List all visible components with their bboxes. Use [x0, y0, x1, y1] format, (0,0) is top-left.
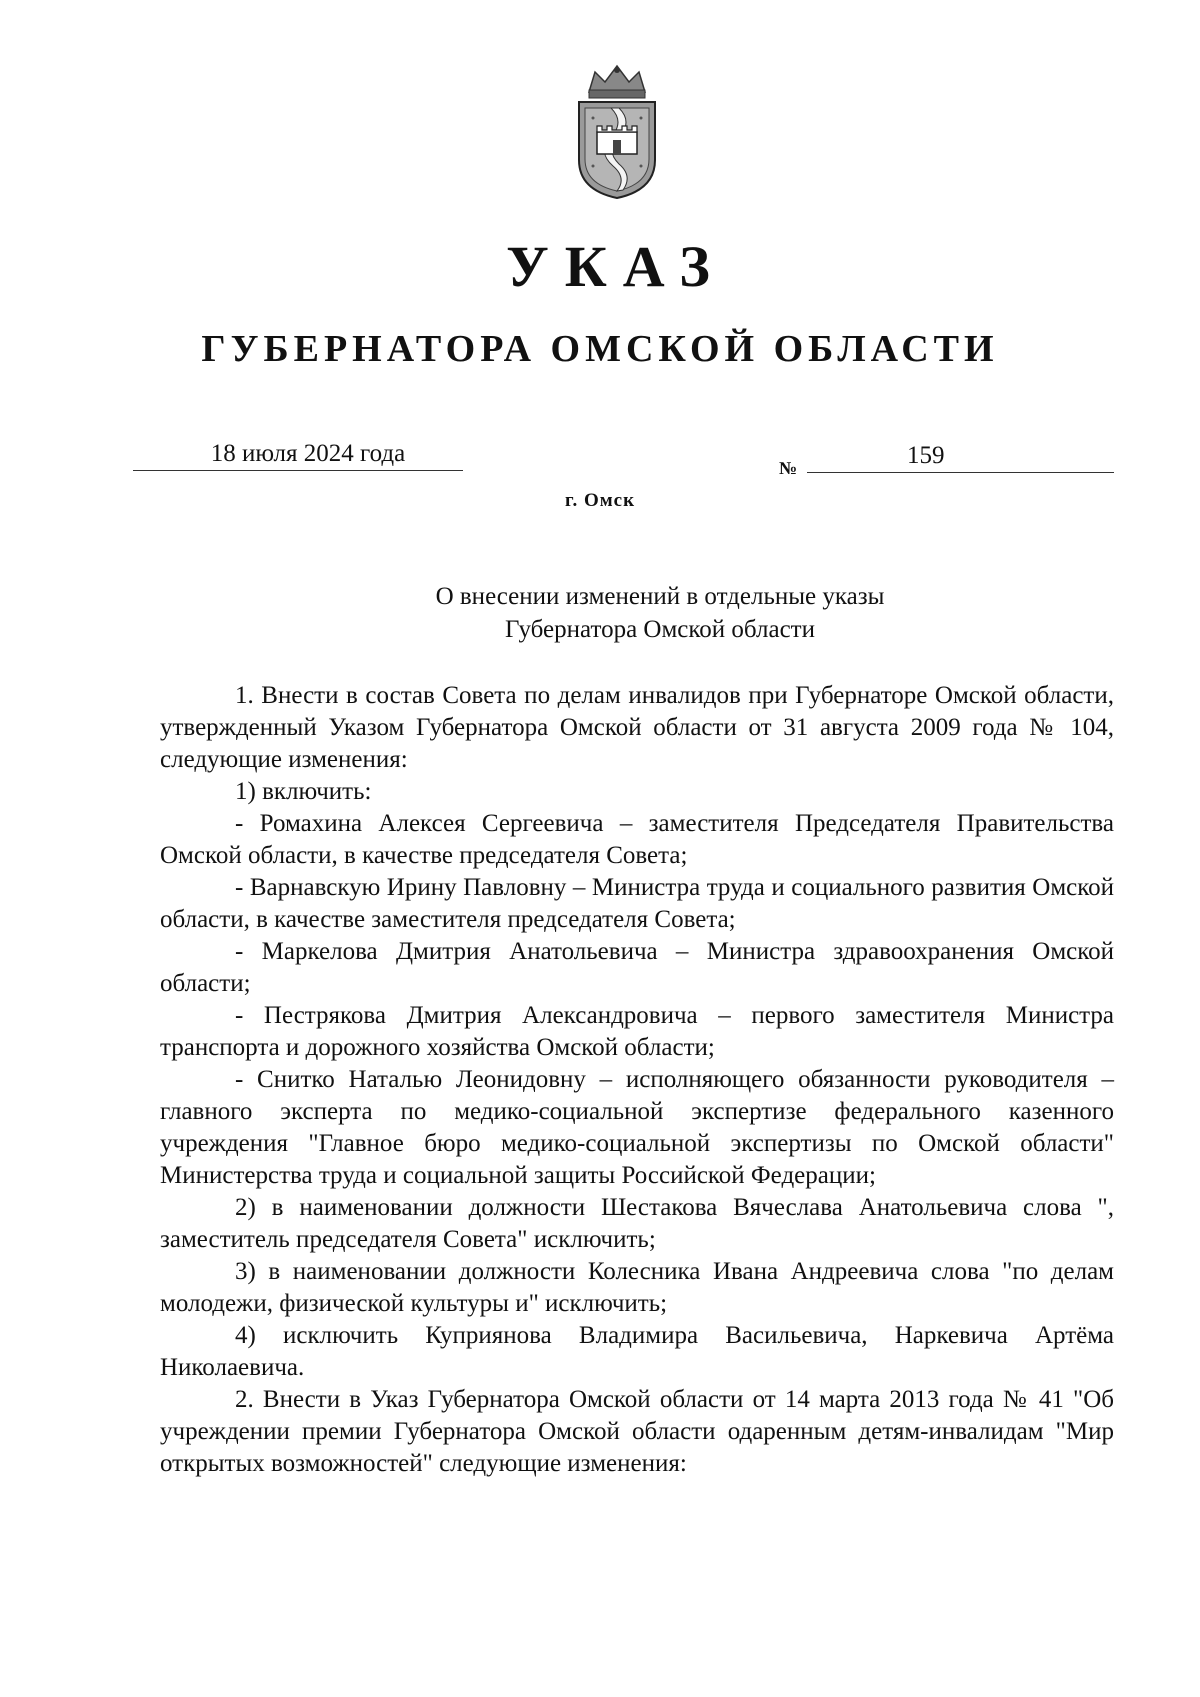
paragraph: - Ромахина Алексея Сергеевича – заместителя Председателя Правительства Омской области, в качестве председателя Совета;: [160, 810, 1114, 869]
paragraph: 1) включить:: [235, 778, 372, 805]
paragraph: 2. Внести в Указ Губернатора Омской области от 14 марта 2013 года № 41 "Об учреждении премии Губернатора Омской области одаренным детям-инвалидам "Мир открытых возможностей" следующие изменения:: [160, 1386, 1114, 1477]
paragraph: 3) в наименовании должности Колесника Ивана Андреевича слова "по делам молодежи, физической культуры и" исключить;: [160, 1258, 1114, 1317]
document-title-line: О внесении изменений в отдельные указы: [435, 583, 885, 610]
paragraph: - Варнавскую Ирину Павловну – Министра труда и социального развития Омской области, в качестве заместителя председателя Совета;: [160, 874, 1114, 933]
document-body: [160, 680, 1114, 1480]
document-title: [370, 580, 950, 646]
issue-city: г. Омск: [564, 490, 636, 511]
paragraph: 4) исключить Куприянова Владимира Васильевича, Наркевича Артёма Николаевича.: [160, 1322, 1114, 1381]
decree-number: 159: [807, 440, 1114, 473]
document-title-line: Губернатора Омской области: [505, 616, 815, 643]
coat-of-arms-icon: [567, 62, 667, 202]
paragraph: - Снитко Наталью Леонидовну – исполняющего обязанности руководителя – главного эксперта по медико-социальной экспертизе федерального казенного учреждения "Главное бюро медико-социальной экспертизы по Омской области" Министерства труда и социальной защиты Российской Федерации;: [160, 1066, 1114, 1189]
paragraph: - Пестрякова Дмитрия Александровича – первого заместителя Министра транспорта и дорожного хозяйства Омской области;: [160, 1002, 1114, 1061]
decree-date: 18 июля 2024 года: [133, 438, 463, 471]
decree-issuer: ГУБЕРНАТОРА ОМСКОЙ ОБЛАСТИ: [201, 328, 999, 370]
paragraph: 2) в наименовании должности Шестакова Вячеслава Анатольевича слова ", заместитель председателя Совета" исключить;: [160, 1194, 1114, 1253]
paragraph: 1. Внести в состав Совета по делам инвалидов при Губернаторе Омской области, утвержденный Указом Губернатора Омской области от 31 августа 2009 года № 104, следующие изменения:: [160, 682, 1114, 773]
number-label: №: [779, 458, 798, 478]
paragraph: - Маркелова Дмитрия Анатольевича – Министра здравоохранения Омской области;: [160, 938, 1114, 997]
decree-title: УКАЗ: [506, 234, 726, 299]
